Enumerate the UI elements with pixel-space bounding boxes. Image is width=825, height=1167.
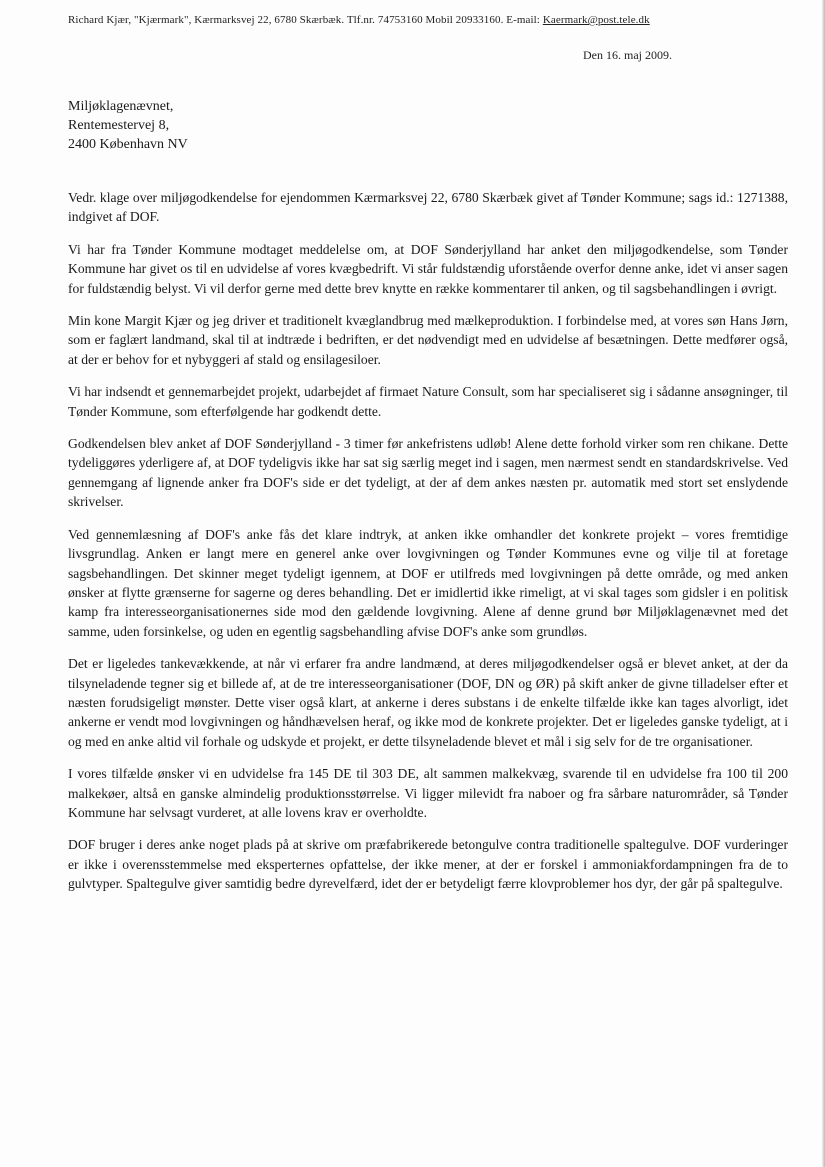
body-paragraph: Godkendelsen blev anket af DOF Sønderjylland - 3 timer før ankefristens udløb! Alene dette forhold virker som ren chikane. Dette tydeliggøres yderligere af, at DOF tydeligvis ikke har sat sig særlig meget ind i sagen, men nærmest sendt en standardskrivelse. Ved gennemgang af lignende anker fra DOF's side er det tydeligt, at der af dem ankes næsten pr. automatik med stort set enslydende skrivelser. bbox=[68, 436, 788, 510]
recipient-line: Rentemestervej 8, bbox=[68, 118, 170, 133]
letter-date: Den 16. maj 2009. bbox=[583, 48, 672, 62]
body-paragraph: Ved gennemlæsning af DOF's anke fås det klare indtryk, at anken ikke omhandler det konkrete projekt – vores fremtidige livsgrundlag. Anken er langt mere en generel anke over lovgivningen og Tønder Kommunes evne og vilje til at foretage sagsbehandlingen. Det skinner meget tydeligt igennem, at DOF er utilfreds med lovgivningen på dette område, og med anken ønsker at flytte grænserne for sagerne og deres behandling. Det er imidlertid ikke rimeligt, at vi skal tages som gidsler i en politisk kamp fra interesseorganisationernes side mod den gældende lovgivning. Alene af denne grund bør Miljøklagenævnet med det samme, uden forsinkelse, og uden en egentlig sagsbehandling afvise DOF's anke som grundløs. bbox=[68, 526, 788, 639]
body-paragraph: Det er ligeledes tankevækkende, at når vi erfarer fra andre landmænd, at deres miljøgodkendelser også er blevet anket, at der da tilsyneladende tegner sig et billede af, at de tre interesseorganisationer (DOF, DN og ØR) på skift anker de givne tilladelser efter et næsten forudsigeligt mønster. Dette viser også klart, at ankerne i deres substans i de enkelte tilfælde ikke kan tages alvorligt, idet ankerne er vendt mod lovgivningen og håndhævelsen heraf, og ikke mod de konkrete projekter. Det er ligeledes ganske tydeligt, at i og med en anke altid vil forhale og udskyde et projekt, er dette tilsyneladende blevet et mål i sig selv for de tre organisationer. bbox=[68, 656, 788, 749]
body-paragraph: Min kone Margit Kjær og jeg driver et traditionelt kvæglandbrug med mælkeproduktion. I forbindelse med, at vores søn Hans Jørn, som er faglært landmand, skal til at indtræde i bedriften, er det nødvendigt med en udvidelse af besætningen. Dette medfører også, at der er behov for et nybyggeri af stald og ensilagesiloer. bbox=[68, 313, 788, 367]
recipient-line: Miljøklagenævnet, bbox=[68, 99, 174, 114]
body-paragraph: Vi har indsendt et gennemarbejdet projekt, udarbejdet af firmaet Nature Consult, som har specialiseret sig i sådanne ansøgninger, til Tønder Kommune, som efterfølgende har godkendt dette. bbox=[68, 384, 788, 419]
recipient-address bbox=[68, 97, 188, 154]
body-paragraph: DOF bruger i deres anke noget plads på at skrive om præfabrikerede betongulve contra traditionelle spaltegulve. DOF vurderinger er ikke i overensstemmelse med eksperternes opfattelse, der ikke mener, at der er forskel i ammoniakfordampningen fra de to gulvtyper. Spaltegulve giver samtidig bedre dyrevelfærd, idet der er betydeligt færre klovproblemer hos dyr, der går på spaltegulve. bbox=[68, 837, 788, 892]
sender-info: Richard Kjær, "Kjærmark", Kærmarksvej 22, 6780 Skærbæk. Tlf.nr. 74753160 Mobil 20933160. E-mail: bbox=[68, 14, 543, 26]
letter-body bbox=[68, 188, 788, 907]
body-paragraph: I vores tilfælde ønsker vi en udvidelse fra 145 DE til 303 DE, alt sammen malkekvæg, svarende til en udvidelse fra 100 til 200 malkekøer, altså en ganske almindelig produktionsstørrelse. Vi ligger milevidt fra naboer og fra sårbare naturområder, så Tønder Kommune har selvsagt vurderet, at alle lovens krav er overholdte. bbox=[68, 766, 788, 820]
recipient-line: 2400 København NV bbox=[68, 137, 188, 152]
subject-paragraph: Vedr. klage over miljøgodkendelse for ejendommen Kærmarksvej 22, 6780 Skærbæk givet af Tønder Kommune; sags id.: 1271388, indgivet af DOF. bbox=[68, 190, 788, 225]
body-paragraph: Vi har fra Tønder Kommune modtaget meddelelse om, at DOF Sønderjylland har anket den miljøgodkendelse, som Tønder Kommune har givet os til en udvidelse af vores kvægbedrift. Vi står fuldstændig uforstående overfor denne anke, idet vi anser sagen for fuldstændig belyst. Vi vil derfor gerne med dette brev knytte en række kommentarer til anken, og til sagsbehandlingen i øvrigt. bbox=[68, 241, 788, 296]
sender-email-link[interactable]: Kaermark@post.tele.dk bbox=[542, 14, 650, 26]
sender-header bbox=[68, 14, 808, 26]
